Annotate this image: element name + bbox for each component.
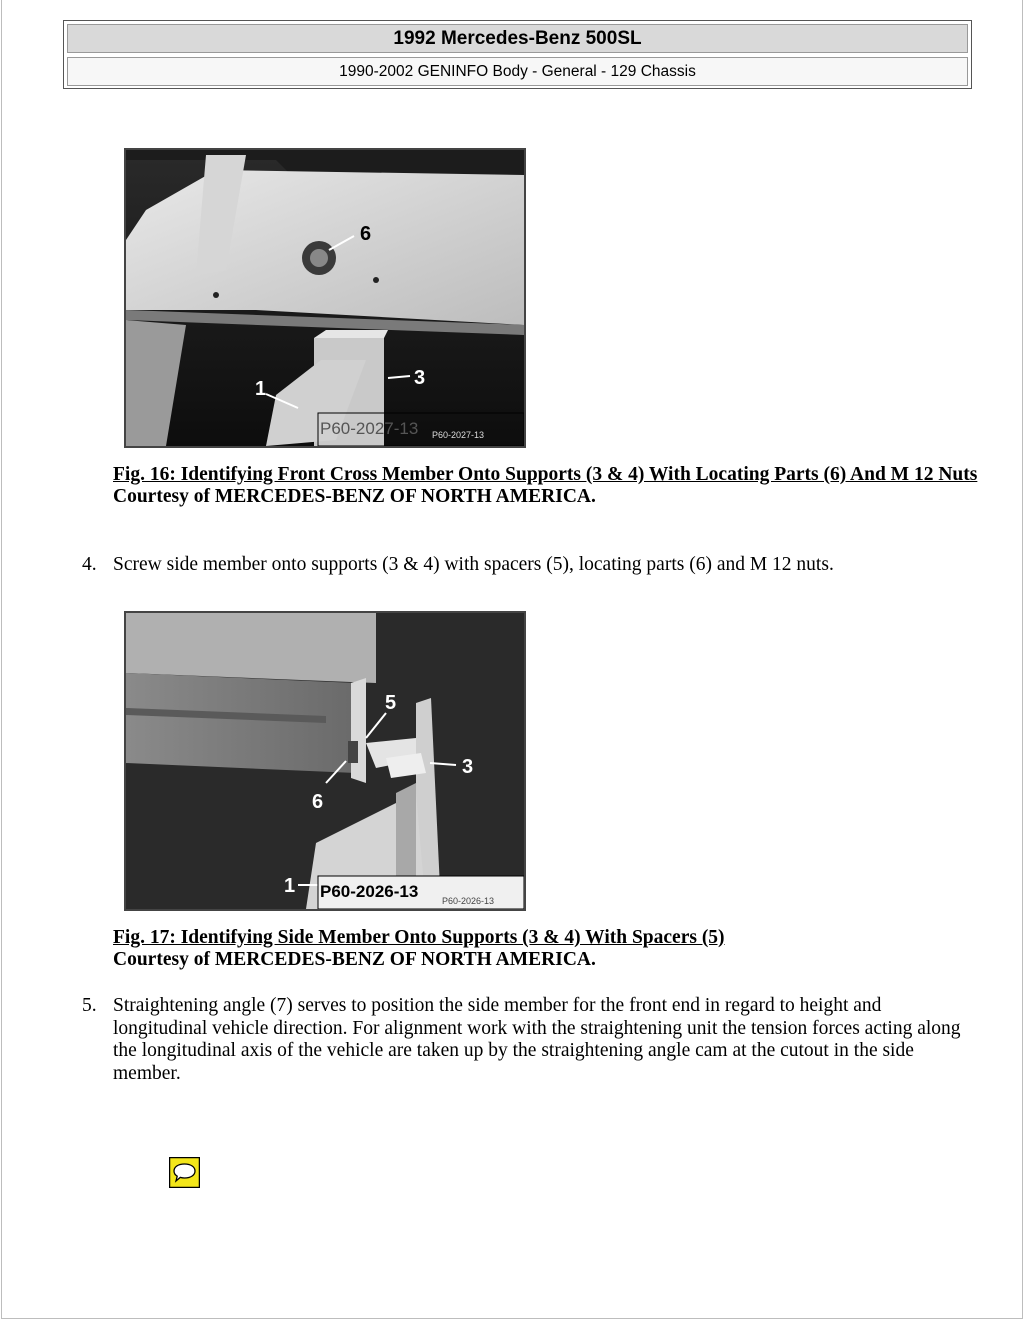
figure-17-credit: Courtesy of MERCEDES-BENZ OF NORTH AMERICA. (113, 949, 596, 970)
step-5-number: 5. (82, 995, 97, 1016)
figure-16-image (124, 148, 526, 448)
fig17-label-1: 1 (284, 875, 296, 897)
speech-bubble-icon[interactable] (169, 1157, 200, 1188)
fig16-label-6: 6 (360, 223, 372, 245)
step-4-number: 4. (82, 554, 97, 575)
figure-17-caption (113, 927, 973, 971)
fig16-label-3: 3 (414, 367, 426, 389)
header-title: 1992 Mercedes-Benz 500SL (67, 24, 968, 53)
step-5-text: Straightening angle (7) serves to position the side member for the front end in regard to height and longitudinal vehicle direction. For alignment work with the straightening unit the tension forces acting along the longitudinal axis of the vehicle are taken up by the straightening angle cam at the cutout in the side member. (113, 995, 961, 1084)
figure-16-caption-title: Fig. 16: Identifying Front Cross Member Onto Supports (3 & 4) With Locating Parts (6) And M 12 Nuts (113, 464, 978, 485)
document-header (63, 20, 972, 89)
figure-16-caption (113, 464, 978, 508)
fig17-code-box: P60-2026-13 (320, 882, 419, 901)
figure-17-image (124, 611, 526, 911)
fig17-label-5: 5 (385, 692, 397, 714)
fig16-code-box: P60-2027-13 (320, 419, 419, 438)
fig16-label-1: 1 (255, 378, 267, 400)
figure-17-caption-title: Fig. 17: Identifying Side Member Onto Supports (3 & 4) With Spacers (5) (113, 927, 725, 948)
fig16-code-small: P60-2027-13 (432, 430, 485, 440)
fig17-label-3: 3 (462, 756, 474, 778)
fig17-code-small: P60-2026-13 (442, 896, 495, 906)
figure-16-credit: Courtesy of MERCEDES-BENZ OF NORTH AMERICA. (113, 486, 596, 507)
header-subtitle: 1990-2002 GENINFO Body - General - 129 Chassis (67, 57, 968, 86)
fig17-label-6: 6 (312, 791, 324, 813)
step-4-text: Screw side member onto supports (3 & 4) with spacers (5), locating parts (6) and M 12 nuts. (113, 554, 834, 575)
